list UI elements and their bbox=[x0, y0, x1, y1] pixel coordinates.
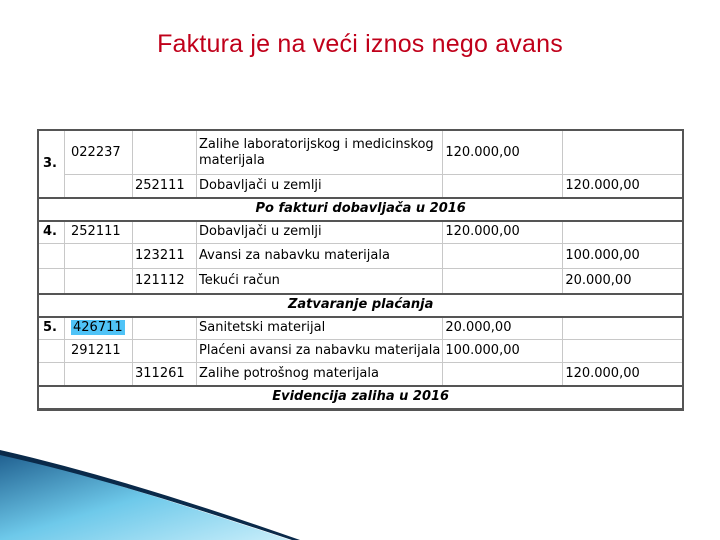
table-row bbox=[39, 363, 683, 386]
table-row bbox=[39, 244, 683, 269]
credit-amount bbox=[563, 340, 683, 363]
debit-account bbox=[65, 269, 133, 294]
empty-cell bbox=[39, 340, 65, 363]
entry-number: 5. bbox=[39, 317, 65, 340]
credit-account: 121112 bbox=[133, 269, 197, 294]
slide-title: Faktura je na veći iznos nego avans bbox=[157, 30, 563, 58]
highlighted-account: 426711 bbox=[73, 320, 123, 336]
debit-amount bbox=[443, 175, 563, 198]
credit-amount bbox=[563, 317, 683, 340]
account-description: Zalihe laboratorijskog i medicinskog materijala bbox=[197, 131, 443, 175]
debit-account: 022237 bbox=[65, 131, 133, 175]
journal-table bbox=[38, 130, 683, 410]
table-row bbox=[39, 317, 683, 340]
credit-amount: 120.000,00 bbox=[563, 363, 683, 386]
debit-amount bbox=[443, 363, 563, 386]
account-description: Plaćeni avansi za nabavku materijala bbox=[197, 340, 443, 363]
debit-amount: 120.000,00 bbox=[443, 221, 563, 244]
table-row bbox=[39, 340, 683, 363]
debit-amount: 20.000,00 bbox=[443, 317, 563, 340]
empty-cell bbox=[39, 244, 65, 269]
debit-amount: 100.000,00 bbox=[443, 340, 563, 363]
account-description: Dobavljači u zemlji bbox=[197, 221, 443, 244]
table-row bbox=[39, 269, 683, 294]
debit-amount bbox=[443, 269, 563, 294]
debit-account bbox=[65, 175, 133, 198]
credit-account bbox=[133, 221, 197, 244]
empty-cell bbox=[39, 269, 65, 294]
debit-account bbox=[65, 363, 133, 386]
table-row bbox=[39, 131, 683, 175]
entry-number: 4. bbox=[39, 221, 65, 244]
entry-note-row bbox=[39, 198, 683, 221]
entry-note-row bbox=[39, 386, 683, 409]
credit-amount: 20.000,00 bbox=[563, 269, 683, 294]
account-description: Avansi za nabavku materijala bbox=[197, 244, 443, 269]
entry-note-row bbox=[39, 294, 683, 317]
debit-account: 252111 bbox=[65, 221, 133, 244]
credit-amount bbox=[563, 131, 683, 175]
account-description: Zalihe potrošnog materijala bbox=[197, 363, 443, 386]
account-description: Sanitetski materijal bbox=[197, 317, 443, 340]
account-description: Tekući račun bbox=[197, 269, 443, 294]
table-row bbox=[39, 221, 683, 244]
entry-note: Zatvaranje plaćanja bbox=[39, 294, 683, 317]
credit-account: 123211 bbox=[133, 244, 197, 269]
empty-cell bbox=[39, 363, 65, 386]
credit-account bbox=[133, 131, 197, 175]
credit-account bbox=[133, 340, 197, 363]
credit-account: 311261 bbox=[133, 363, 197, 386]
account-description: Dobavljači u zemlji bbox=[197, 175, 443, 198]
entry-note: Po fakturi dobavljača u 2016 bbox=[39, 198, 683, 221]
credit-account: 252111 bbox=[133, 175, 197, 198]
debit-amount bbox=[443, 244, 563, 269]
table-row bbox=[39, 175, 683, 198]
entry-note: Evidencija zaliha u 2016 bbox=[39, 386, 683, 409]
debit-account: 291211 bbox=[65, 340, 133, 363]
credit-amount bbox=[563, 221, 683, 244]
decorative-swoosh bbox=[0, 445, 720, 540]
debit-account bbox=[65, 244, 133, 269]
credit-amount: 100.000,00 bbox=[563, 244, 683, 269]
credit-amount: 120.000,00 bbox=[563, 175, 683, 198]
entry-number: 3. bbox=[39, 131, 65, 198]
debit-amount: 120.000,00 bbox=[443, 131, 563, 175]
credit-account bbox=[133, 317, 197, 340]
